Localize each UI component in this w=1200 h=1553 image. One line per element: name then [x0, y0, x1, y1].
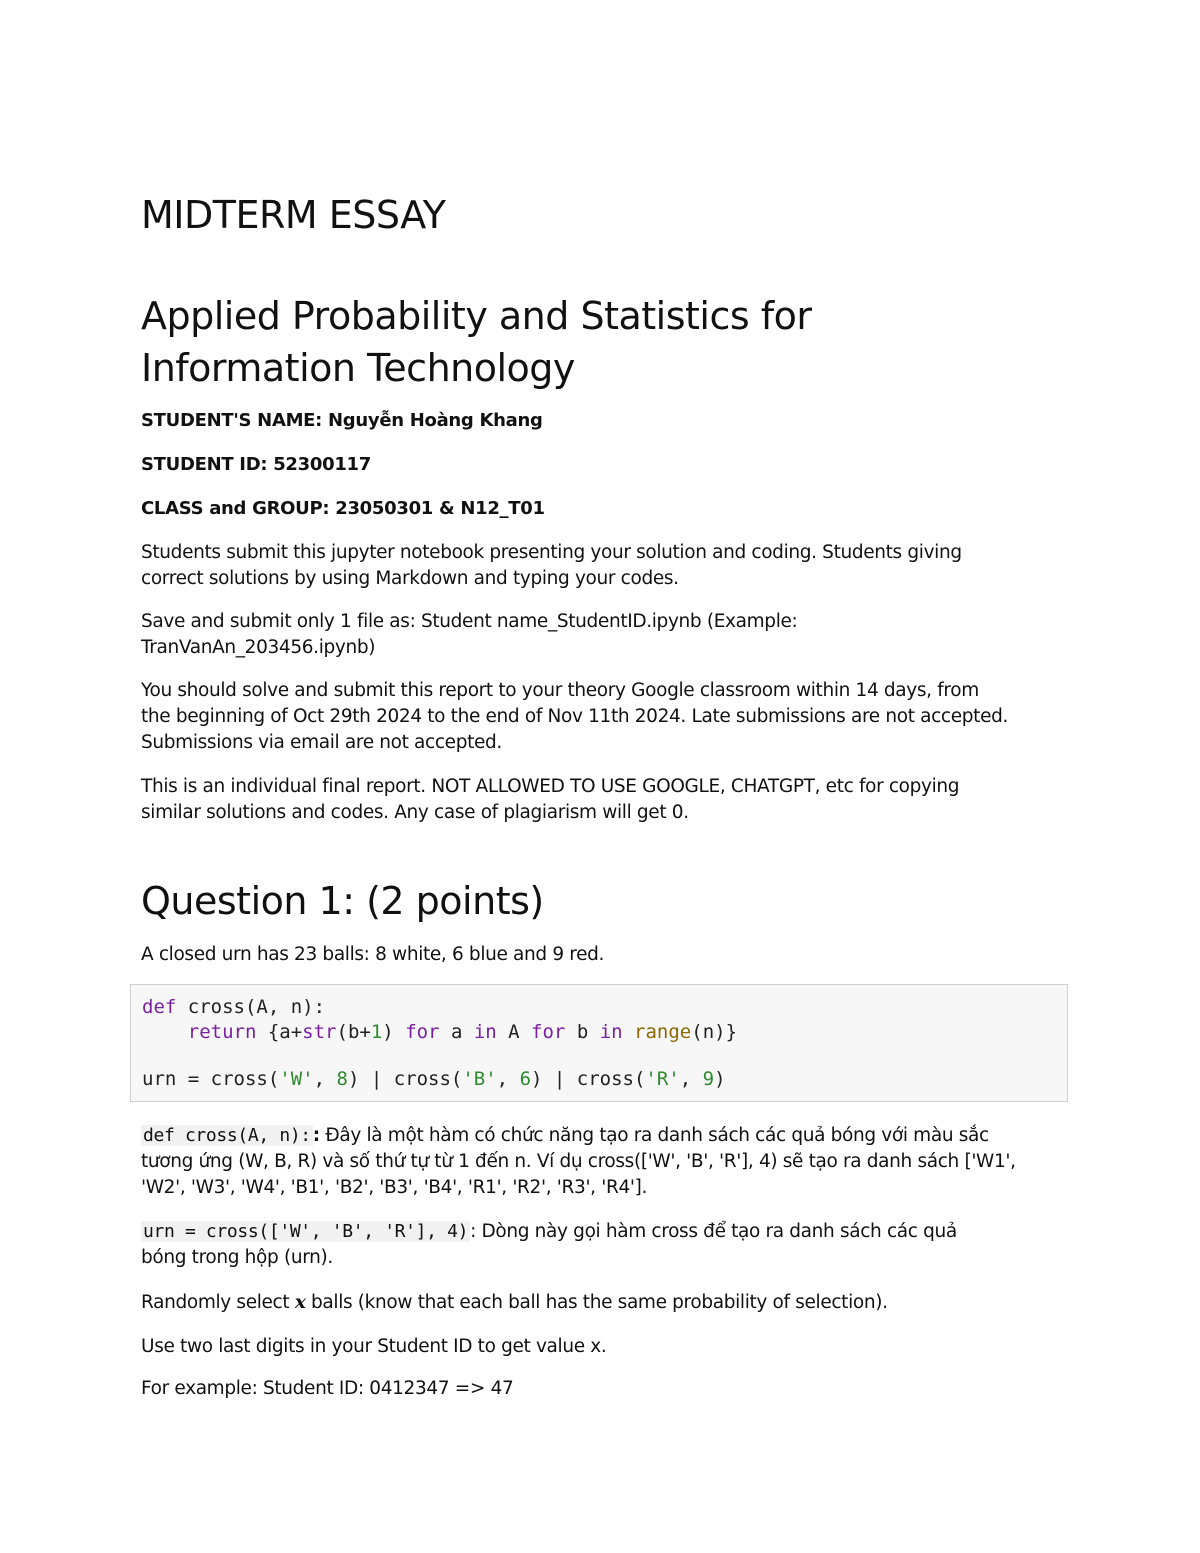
string-literal: 'R' — [645, 1068, 680, 1090]
code-text: ) — [714, 1068, 726, 1090]
instruction-3-line-1: You should solve and submit this report to your theory Google classroom within 14 days, from — [141, 680, 979, 701]
course-title-line2: Information Technology — [141, 346, 575, 390]
code-text: {a+ — [256, 1021, 303, 1043]
explanation-cross-function: def cross(A, n): : Đây là một hàm có chức năng tạo ra danh sách các quả bóng với màu sắc tương ứng (W, B, R) và số thứ tự từ 1 đến n. Ví dụ cross(['W', 'B', 'R'], 4) sẽ tạo ra danh sách ['W1', 'W2', 'W3', 'W4', 'B1', 'B2', 'B3', 'B4', 'R1', 'R2', 'R3', 'R4']. — [141, 1125, 1016, 1198]
code-text: , — [496, 1068, 520, 1090]
question-1-heading: Question 1: (2 points) — [141, 879, 544, 923]
instruction-paragraph-1 — [141, 540, 1066, 592]
keyword-in: in — [599, 1021, 623, 1043]
select-text-pre: Randomly select — [141, 1292, 295, 1313]
explanation-2-line-2: bóng trong hộp (urn). — [141, 1247, 333, 1268]
keyword-for: for — [405, 1021, 440, 1043]
inline-code: def cross(A, n): — [143, 1125, 311, 1146]
instruction-4-line-1: This is an individual final report. NOT ALLOWED TO USE GOOGLE, CHATGPT, etc for copying — [141, 776, 960, 797]
number-literal: 8 — [336, 1068, 348, 1090]
code-indent — [142, 1021, 188, 1043]
instruction-1-line-2: correct solutions by using Markdown and typing your codes. — [141, 568, 679, 589]
code-text: urn = cross( — [142, 1068, 280, 1090]
instruction-3-line-2: the beginning of Oct 29th 2024 to the end of Nov 11th 2024. Late submissions are not accepted. — [141, 706, 1009, 727]
code-text — [623, 1021, 634, 1043]
student-id: STUDENT ID: 52300117 — [141, 454, 372, 475]
code-text: (n)} — [691, 1021, 738, 1043]
class-group: CLASS and GROUP: 23050301 & N12_T01 — [141, 498, 545, 519]
code-text: b — [565, 1021, 600, 1043]
instruction-paragraph-3 — [141, 678, 1066, 756]
string-literal: 'B' — [462, 1068, 497, 1090]
instruction-paragraph-2 — [141, 609, 1066, 661]
select-text-post: balls (know that each ball has the same probability of selection). — [305, 1292, 888, 1313]
string-literal: 'W' — [279, 1068, 314, 1090]
instruction-3-line-3: Submissions via email are not accepted. — [141, 732, 502, 753]
inline-code: urn = cross(['W', 'B', 'R'], 4) — [143, 1221, 469, 1242]
code-text: A — [496, 1021, 532, 1043]
code-text: , — [679, 1068, 703, 1090]
student-name: STUDENT'S NAME: Nguyễn Hoàng Khang — [141, 410, 543, 431]
course-title-line1: Applied Probability and Statistics for — [141, 294, 812, 338]
builtin-range: range — [634, 1021, 692, 1043]
code-text: (b+ — [336, 1021, 371, 1043]
keyword-def: def — [142, 996, 177, 1018]
course-title — [141, 290, 812, 394]
code-cell[interactable] — [130, 984, 1068, 1102]
code-blank-line — [142, 1045, 1056, 1067]
instruction-paragraph-4 — [141, 774, 1066, 826]
code-text: cross(A, n): — [176, 996, 326, 1018]
code-text: ) | cross( — [531, 1068, 646, 1090]
code-line-4 — [142, 1067, 1056, 1092]
code-text: ) | cross( — [347, 1068, 463, 1090]
number-literal: 1 — [370, 1021, 383, 1043]
explanation-2-line-1: : Dòng này gọi hàm cross để tạo ra danh sách các quả — [470, 1221, 957, 1242]
keyword-for: for — [531, 1021, 566, 1043]
page-title: MIDTERM ESSAY — [141, 193, 446, 237]
explanation-1-line-2: tương ứng (W, B, R) và số thứ tự từ 1 đến n. Ví dụ cross(['W', 'B', 'R'], 4) sẽ tạo ra danh sách ['W1', — [141, 1151, 1016, 1172]
use-digits-text: Use two last digits in your Student ID to get value x. — [141, 1336, 607, 1357]
instruction-4-line-2: similar solutions and codes. Any case of plagiarism will get 0. — [141, 802, 689, 823]
code-text: ) — [382, 1021, 406, 1043]
instruction-2-line-2: TranVanAn_203456.ipynb) — [141, 637, 376, 658]
question-1-intro: A closed urn has 23 balls: 8 white, 6 blue and 9 red. — [141, 944, 605, 965]
variable-x: x — [294, 1292, 306, 1313]
code-text: , — [313, 1068, 337, 1090]
keyword-return: return — [187, 1021, 257, 1043]
random-select-text — [141, 1290, 1066, 1316]
instruction-1-line-1: Students submit this jupyter notebook presenting your solution and coding. Students giving — [141, 542, 962, 563]
example-text: For example: Student ID: 0412347 => 47 — [141, 1378, 514, 1399]
number-literal: 6 — [519, 1068, 532, 1090]
explanation-1-line-1: Đây là một hàm có chức năng tạo ra danh sách các quả bóng với màu sắc — [319, 1125, 989, 1146]
code-line-2 — [142, 1020, 1056, 1045]
code-line-1 — [142, 995, 1056, 1020]
explanation-urn-line — [141, 1219, 1066, 1271]
code-text: a — [439, 1021, 474, 1043]
instruction-2-line-1: Save and submit only 1 file as: Student name_StudentID.ipynb (Example: — [141, 611, 798, 632]
builtin-str: str — [302, 1021, 337, 1043]
keyword-in: in — [473, 1021, 497, 1043]
explanation-1-line-3: 'W2', 'W3', 'W4', 'B1', 'B2', 'B3', 'B4', 'R1', 'R2', 'R3', 'R4']. — [141, 1177, 648, 1198]
number-literal: 9 — [702, 1068, 715, 1090]
